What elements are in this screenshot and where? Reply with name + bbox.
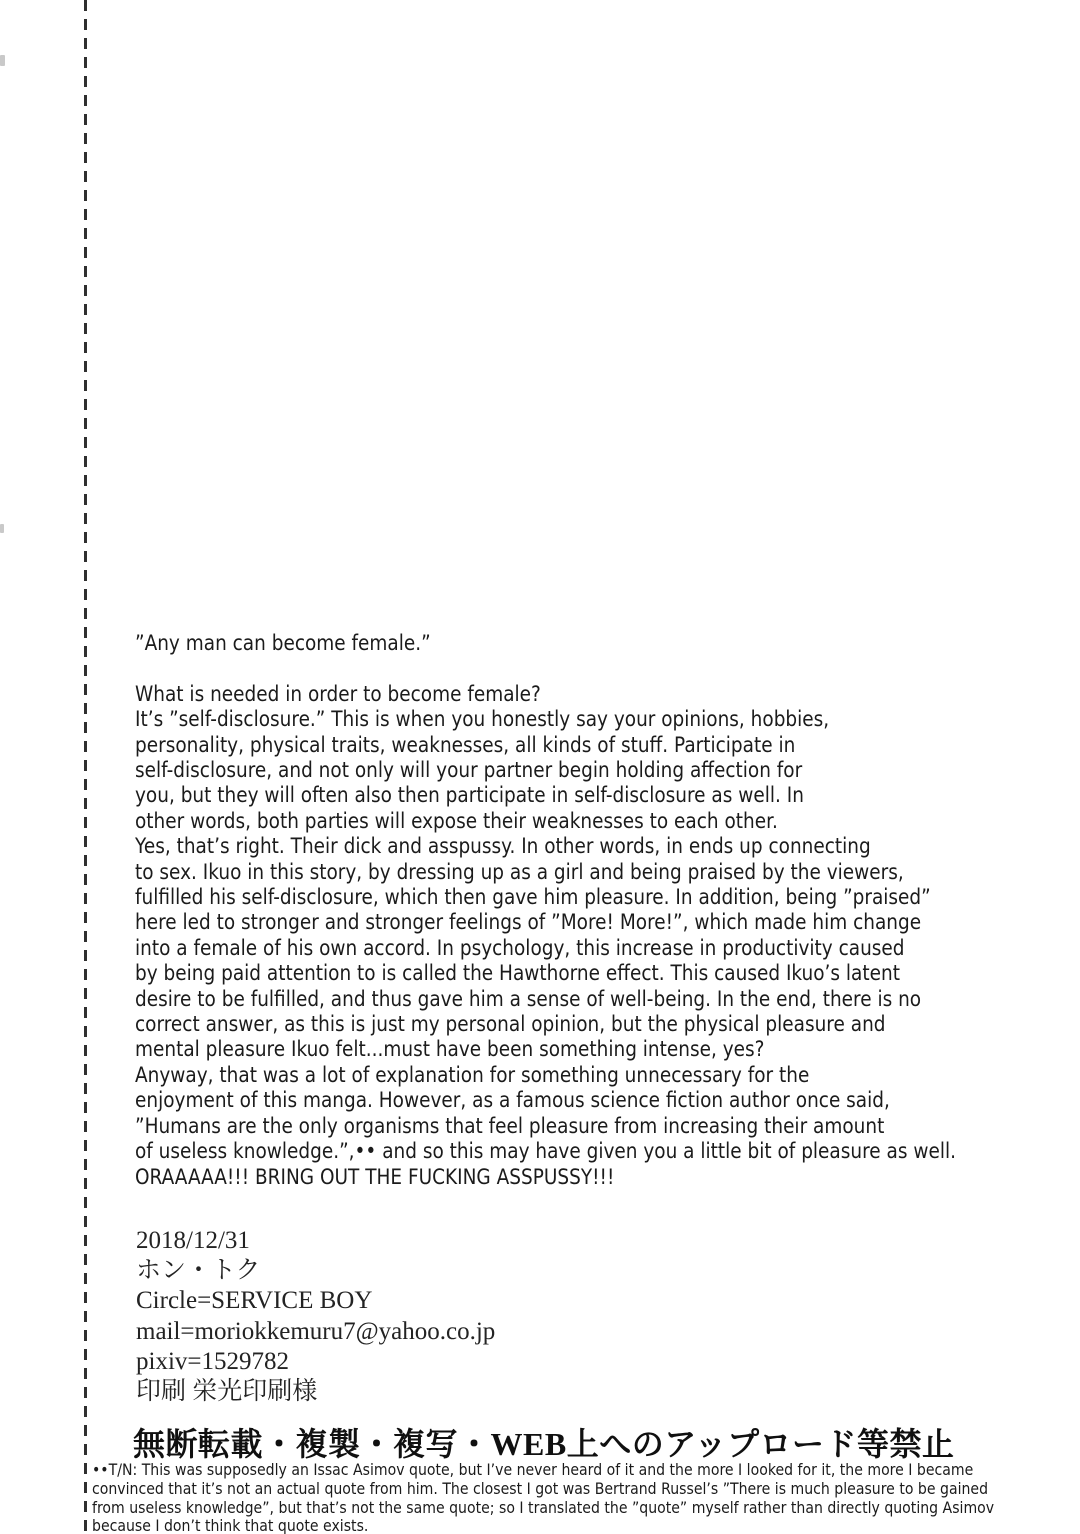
scan-speck [0,524,4,533]
translator-note-line: ••T/N: This was supposedly an Issac Asimov quote, but I’ve never heard of it and the more I looked for it, the more I became [92,1460,974,1479]
body-line: fulfilled his self-disclosure, which then gave him pleasure. In addition, being ”praised” [135,885,931,910]
body-line: into a female of his own accord. In psychology, this increase in productivity caused [135,935,905,960]
body-line: self-disclosure, and not only will your partner begin holding affection for [135,758,803,783]
binding-dashed-line [84,0,87,1534]
credit-circle: Circle=SERVICE BOY [136,1287,373,1315]
credit-author: ホン・トク [136,1257,261,1285]
body-line: here led to stronger and stronger feelings of ”More! More!”, which made him change [135,910,922,935]
body-line: ORAAAAA!!! BRING OUT THE FUCKING ASSPUSSY!!! [135,1164,615,1189]
body-line: correct answer, as this is just my personal opinion, but the physical pleasure and [135,1012,886,1037]
body-line: desire to be fulfilled, and thus gave him a sense of well-being. In the end, there is no [135,986,922,1011]
copyright-notice: 無断転載・複製・複写・WEB上へのアップロード等禁止 [133,1426,955,1462]
body-line: ”Humans are the only organisms that feel pleasure from increasing their amount [135,1113,885,1138]
body-line: mental pleasure Ikuo felt...must have been something intense, yes? [135,1037,765,1062]
translator-note-line: from useless knowledge”, but that’s not the same quote; so I translated the ”quote” myself rather than directly quoting Asimov [92,1497,995,1517]
credit-pixiv: pixiv=1529782 [136,1347,289,1375]
body-line: other words, both parties will expose their weaknesses to each other. [135,808,778,833]
quote-line: ”Any man can become female.” [135,631,431,655]
credit-mail: mail=moriokkemuru7@yahoo.co.jp [136,1317,496,1345]
body-line: It’s ”self-disclosure.” This is when you honestly say your opinions, hobbies, [135,707,830,732]
credit-date: 2018/12/31 [136,1227,250,1254]
credit-printer: 印刷 栄光印刷様 [136,1378,318,1406]
body-line: Yes, that’s right. Their dick and asspussy. In other words, in ends up connecting [135,834,871,859]
body-line: to sex. Ikuo in this story, by dressing up as a girl and being praised by the viewers, [135,859,904,884]
body-line: What is needed in order to become female? [135,681,541,706]
body-line: personality, physical traits, weaknesses, all kinds of stuff. Participate in [135,732,796,757]
translator-note-line: because I don’t think that quote exists. [92,1516,369,1534]
body-line: you, but they will often also then participate in self-disclosure as well. In [135,783,804,808]
body-line: of useless knowledge.”,•• and so this may have given you a little bit of pleasure as well. [135,1139,956,1164]
body-line: by being paid attention to is called the Hawthorne effect. This caused Ikuo’s latent [135,961,900,986]
translator-note [92,1461,1077,1534]
credits-block [136,1226,495,1407]
scan-speck [0,55,5,66]
body-line: enjoyment of this manga. However, as a famous science fiction author once said, [135,1088,890,1113]
translator-note-line: convinced that it’s not an actual quote from him. The closest I got was Bertrand Russel’s ”There is much pleasure to be gained [92,1478,989,1498]
blank-line [135,656,1065,681]
body-line: Anyway, that was a lot of explanation for something unnecessary for the [135,1062,810,1087]
afterword-text-block [135,631,1065,1190]
